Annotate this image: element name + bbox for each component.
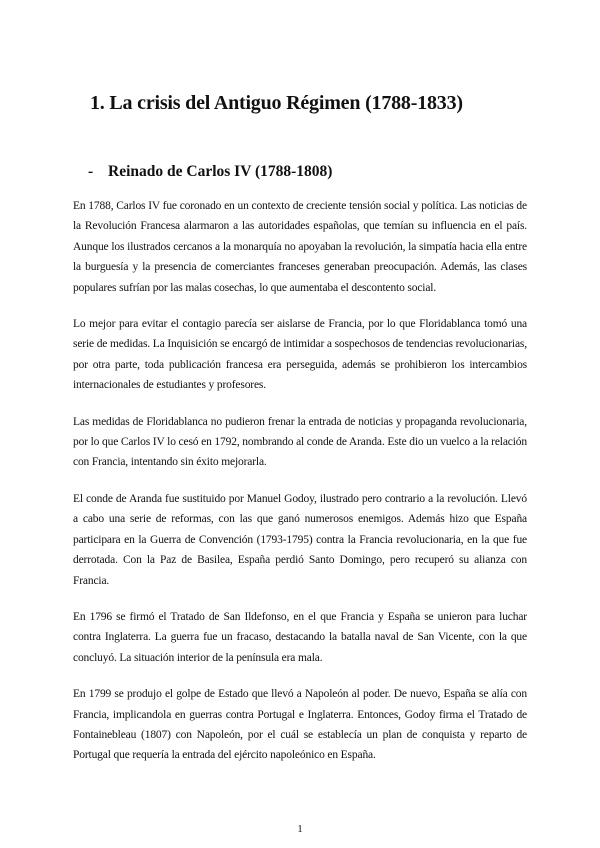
paragraph-2: Lo mejor para evitar el contagio parecía ser aislarse de Francia, por lo que Floridablanca tomó una serie de medidas. La Inquisición se encargó de intimidar a sospechosos de tendencias revolucionarias, por otra parte, toda publicación francesa era perseguida, además se prohibieron los intercambios internacionales de estudiantes y profesores. [73, 318, 527, 392]
paragraph-6: En 1799 se produjo el golpe de Estado que llevó a Napoleón al poder. De nuevo, España se alía con Francia, implicandola en guerras contra Portugal e Inglaterra. Entonces, Godoy firma el Tratado de Fontainebleau (1807) con Napoleón, por el cuál se establecía un plan de conquista y reparto de Portugal que requería la entrada del ejército napoleónico en España. [73, 688, 527, 762]
body-text [73, 196, 527, 782]
page-number: 1 [297, 823, 303, 835]
section-heading-text: Reinado de Carlos IV (1788-1808) [108, 163, 333, 180]
chapter-title: 1. La crisis del Antiguo Régimen (1788-1833) [90, 92, 463, 114]
paragraph-3: Las medidas de Floridablanca no pudieron frenar la entrada de noticias y propaganda revolucionaria, por lo que Carlos IV lo cesó en 1792, nombrando al conde de Aranda. Este dio un vuelco a la relación con Francia, intentando sin éxito mejorarla. [73, 415, 527, 469]
section-heading [88, 163, 332, 181]
paragraph-1: En 1788, Carlos IV fue coronado en un contexto de creciente tensión social y política. Las noticias de la Revolución Francesa alarmaron a las autoridades españolas, que temían su influencia en el país. Aunque los ilustrados cercanos a la monarquía no apoyaban la revolución, la simpatía hacia ella entre la burguesía y la presencia de comerciantes franceses generaban preocupación. Además, las clases populares sufrían por las malas cosechas, lo que aumentaba el descontento social. [73, 200, 527, 294]
paragraph-5: En 1796 se firmó el Tratado de San Ildefonso, en el que Francia y España se unieron para luchar contra Inglaterra. La guerra fue un fracaso, destacando la batalla naval de San Vicente, con la que concluyó. La situación interior de la península era mala. [73, 610, 527, 664]
section-bullet: - [88, 163, 94, 180]
paragraph-4: El conde de Aranda fue sustituido por Manuel Godoy, ilustrado pero contrario a la revolución. Llevó a cabo una serie de reformas, con las que ganó numerosos enemigos. Además hizo que España participara en la Guerra de Convención (1793-1795) contra la Francia revolucionaria, en la que fue derrotada. Con la Paz de Basilea, España perdió Santo Domingo, pero recuperó su alianza con Francia. [73, 492, 527, 587]
